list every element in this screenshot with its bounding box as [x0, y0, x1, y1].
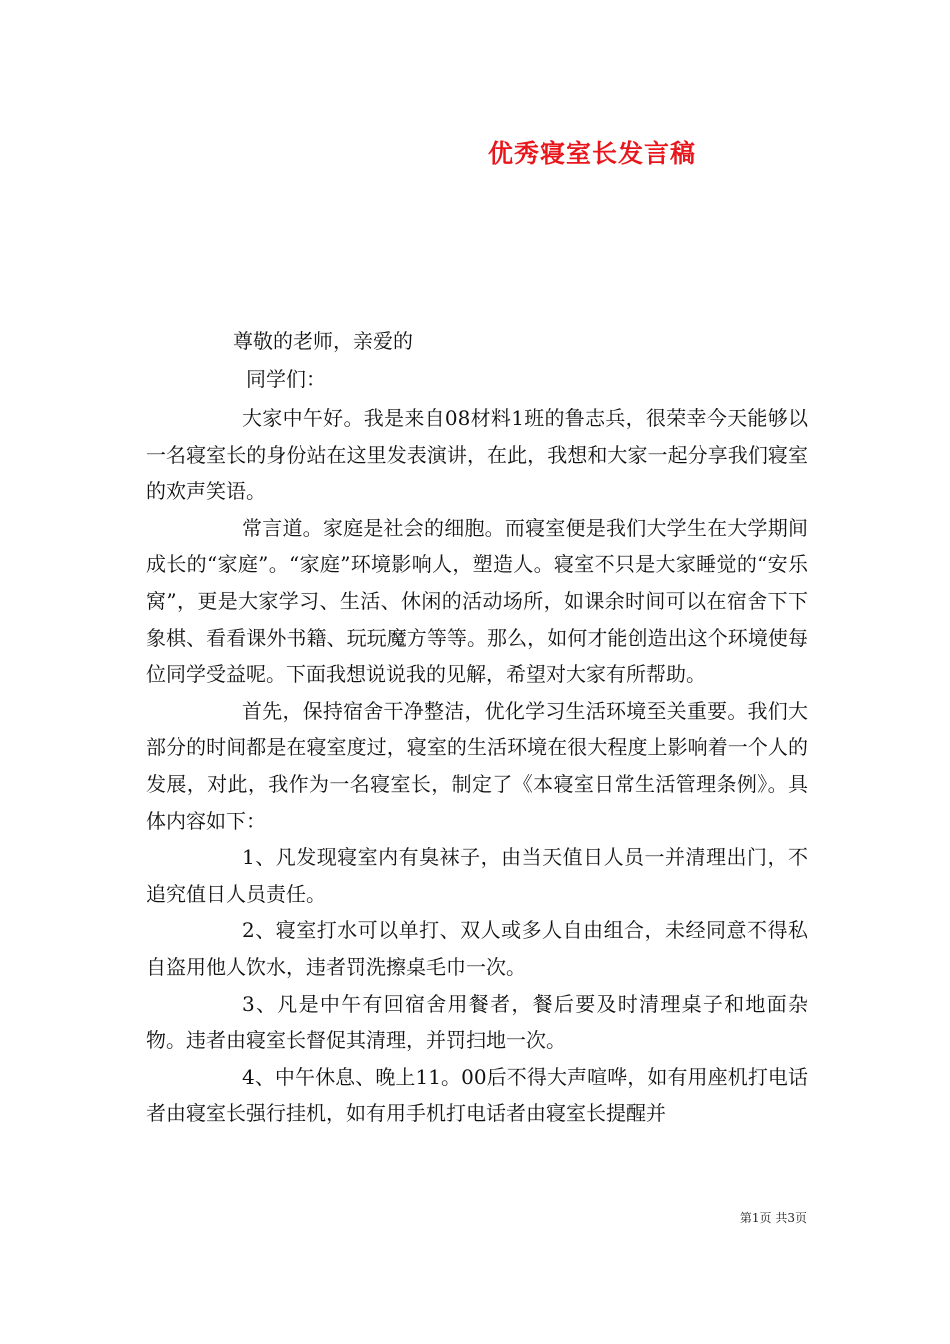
salutation-line-1: 尊敬的老师，亲爱的 [233, 329, 413, 353]
salutation-line-2: 同学们： [246, 367, 326, 391]
page-number: 第1页 共3页 [739, 1211, 807, 1225]
document-title: 优秀寝室长发言稿 [488, 139, 697, 168]
paragraph: 常言道。家庭是社会的细胞。而寝室便是我们大学生在大学期间成长的“家庭”。“家庭”环境影响人，塑造人。寝室不只是大家睡觉的“安乐窝”，更是大家学习、生活、休闲的活动场所，如课余时间可以在宿舍下下象棋、看看课外书籍、玩玩魔方等等。那么，如何才能创造出这个环境使每位同学受益呢。下面我想说说我的见解，希望对大家有所帮助。 [146, 515, 808, 687]
document-body [146, 400, 808, 1132]
list-item: 1、凡发现寝室内有臭袜子，由当天值日人员一并清理出门，不追究值日人员责任。 [146, 845, 808, 906]
list-item: 4、中午休息、晚上11。00后不得大声喧哗，如有用座机打电话者由寝室长强行挂机，如有用手机打电话者由寝室长提醒并 [146, 1064, 808, 1126]
list-item: 2、寝室打水可以单打、双人或多人自由组合，未经同意不得私自盗用他人饮水，违者罚洗擦桌毛巾一次。 [146, 918, 808, 979]
list-item: 3、凡是中午有回宿舍用餐者，餐后要及时清理桌子和地面杂物。违者由寝室长督促其清理，并罚扫地一次。 [146, 991, 808, 1053]
paragraph: 大家中午好。我是来自08材料1班的鲁志兵，很荣幸今天能够以一名寝室长的身份站在这里发表演讲，在此，我想和大家一起分享我们寝室的欢声笑语。 [146, 406, 808, 504]
paragraph: 首先，保持宿舍干净整洁，优化学习生活环境至关重要。我们大部分的时间都是在寝室度过，寝室的生活环境在很大程度上影响着一个人的发展，对此，我作为一名寝室长，制定了《本寝室日常生活管理条例》。具体内容如下： [146, 698, 808, 833]
